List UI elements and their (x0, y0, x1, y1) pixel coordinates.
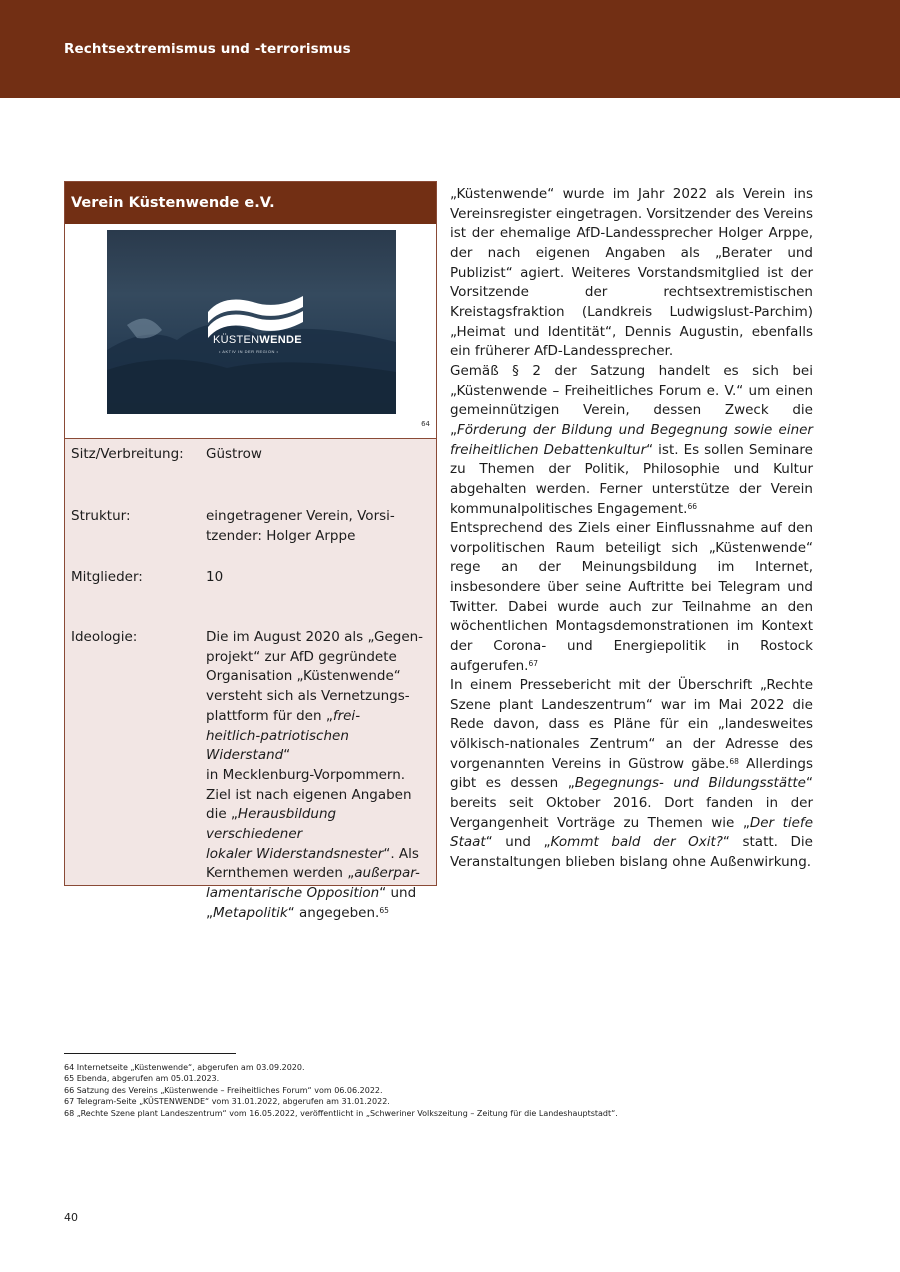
body-paragraph-2 (450, 362, 813, 519)
footnote-64: 64 Internetseite „Küstenwende“, abgerufen am 03.09.2020. (64, 1063, 305, 1072)
footnote-68: 68 „Rechte Szene plant Landeszentrum“ vom 16.05.2022, veröffentlicht in „Schweriner Volkszeitung – Zeitung für die Landeshauptstadt“. (64, 1108, 618, 1118)
ideologie-line: Ziel ist nach eigenen Angaben (206, 786, 412, 803)
footnote-ref-65: 65 (379, 905, 389, 915)
footnote-ref-66: 66 (687, 501, 697, 511)
mitglieder-value: 10 (206, 569, 224, 585)
paragraph-text: „Küstenwende“ wurde im Jahr 2022 als Verein ins Vereinsregister eingetragen. Vorsitzender des Vereins ist der ehemalige AfD-Landessprecher Holger Arppe, der nach eigenen Angaben als „Berater und Publizist“ agiert. Weiteres Vorstandsmitglied ist der Vorsitzende der rechtsextremistischen Kreistagsfraktion (Landkreis Ludwigslust-Parchim) „Heimat und Identität“, Dennis Augustin, ebenfalls ein früherer AfD-Landessprecher. (450, 186, 813, 360)
info-box (64, 181, 437, 921)
text-run: Entsprechend des Ziels einer Einflussnahme auf den vorpolitischen Raum beteiligt sich „Küstenwende“ rege an der Meinungsbildung im Internet, insbesondere über seine Auftritte bei Telegram und Twitter. Dabei wurde auch zur Teilnahme an den wöchentlichen Montagsdemonstrationen im Kontext der Corona- und Energiepolitik in Rostock aufgerufen. (450, 520, 813, 674)
ideologie-quote: heitlich-patriotischen Widerstand (206, 727, 349, 764)
text-run: In einem Pressebericht mit der Überschrift „Rechte Szene plant Landeszentrum“ war im Mai 2022 die Rede davon, dass es Pläne für ein „landesweites völkisch-nationales Zentrum“ an der Adresse des vorgenannten Vereins in Güstrow gäbe. (450, 677, 813, 772)
footnote-ref-67: 67 (528, 658, 539, 668)
ideologie-line: Kernthemen werden „ (206, 865, 355, 882)
ideologie-line: Organisation „Küstenwende“ (206, 668, 401, 685)
text-run: “ bereits seit Oktober 2016. Dort fanden in der Vergangenheit Vorträge zu Themen wie „ (450, 775, 813, 831)
footnotes (64, 1062, 618, 1119)
paragraph-text (450, 519, 813, 676)
info-box-image-area (65, 224, 436, 439)
struktur-value-line-2: tzender: Holger Arppe (206, 527, 356, 544)
text-run: Allerdings gibt es dessen „ (450, 755, 813, 792)
paragraph-text (450, 362, 813, 519)
struktur-value (206, 507, 426, 546)
ideologie-line: plattform für den „ (206, 707, 333, 724)
logo-wordmark (213, 334, 302, 346)
ideologie-label: Ideologie: (71, 629, 138, 645)
ideologie-line: Die im August 2020 als „Gegen- (206, 629, 424, 645)
page-header (0, 0, 900, 98)
text-run: “ und „ (485, 834, 551, 851)
ideologie-line: “. Als (383, 845, 419, 862)
footnote-65: 65 Ebenda, abgerufen am 05.01.2023. (64, 1074, 220, 1084)
logo-wordmark-part-b: WENDE (259, 334, 302, 346)
sitz-value: Güstrow (206, 446, 262, 462)
ideologie-quote: lokaler Widerstandsnester (206, 845, 384, 862)
quote-run: Förderung der Bildung und Begegnung sowie einer freiheitlichen Debattenkultur (450, 421, 813, 458)
struktur-value-line-1: eingetragener Verein, Vorsi- (206, 508, 395, 524)
text-run: Gemäß § 2 der Satzung handelt es sich bei „Küstenwende – Freiheitliches Forum e. V.“ um einen gemeinnützigen Verein, dessen Zweck die „ (450, 363, 813, 438)
page-number: 40 (64, 1211, 78, 1224)
struktur-label: Struktur: (71, 508, 131, 524)
paragraph-text (450, 676, 813, 873)
quote-run: Begegnungs- und Bildungsstätte (574, 775, 806, 792)
ideologie-line: “ angegeben. (287, 904, 380, 921)
ideologie-quote: Metapolitik (213, 904, 288, 921)
ideologie-quote: frei- (332, 707, 361, 724)
text-run: “ ist. Es sollen Seminare zu Themen der Politik, Philosophie und Kultur abgehalten werden. Ferner unterstütze der Verein kommunalpolitisches Engagement. (450, 441, 813, 517)
ideologie-value (206, 628, 426, 924)
info-box-title: Verein Küstenwende e.V. (65, 182, 436, 224)
section-title: Rechtsextremismus und -terrorismus (64, 41, 351, 57)
kuestenwende-logo-image (107, 230, 396, 414)
footnote-divider (64, 1053, 236, 1054)
ideologie-line: “ und (379, 885, 417, 902)
ideologie-line: projekt“ zur AfD gegründete (206, 648, 397, 665)
sitz-label: Sitz/Verbreitung: (71, 446, 184, 462)
ideologie-line: die „ (206, 806, 238, 823)
body-paragraph-4 (450, 676, 813, 873)
footnote-ref-68: 68 (729, 756, 739, 766)
footnote-66: 66 Satzung des Vereins „Küstenwende – Freiheitliches Forum“ vom 06.06.2022. (64, 1085, 383, 1095)
logo-tagline: • AKTIV IN DER REGION • (219, 349, 279, 354)
body-paragraph-3 (450, 519, 813, 676)
mitglieder-label: Mitglieder: (71, 569, 143, 585)
text-run: “ statt. Die Veranstaltungen blieben bislang ohne Außenwirkung. (450, 834, 813, 870)
quote-run: Der tiefe Staat (450, 814, 813, 851)
ideologie-quote: Herausbildung verschiedener (206, 806, 337, 843)
body-paragraph-1 (450, 185, 813, 362)
ideologie-quote: lamentarische Opposition (206, 885, 380, 902)
ideologie-line: “ (283, 747, 291, 764)
ideologie-line: „ (206, 904, 213, 921)
ideologie-line: versteht sich als Vernetzungs- (206, 688, 410, 705)
logo-wordmark-part-a: KÜSTEN (213, 334, 260, 346)
footnote-67: 67 Telegram-Seite „KÜSTENWENDE“ vom 31.01.2022, abgerufen am 31.01.2022. (64, 1097, 390, 1107)
ideologie-line: in Mecklenburg-Vorpommern. (206, 766, 406, 783)
sea-waves-graphic (107, 230, 396, 414)
quote-run: Kommt bald der Oxit? (550, 834, 723, 851)
ideologie-quote: außerpar- (354, 865, 420, 882)
image-footnote-ref: 64 (421, 420, 430, 428)
